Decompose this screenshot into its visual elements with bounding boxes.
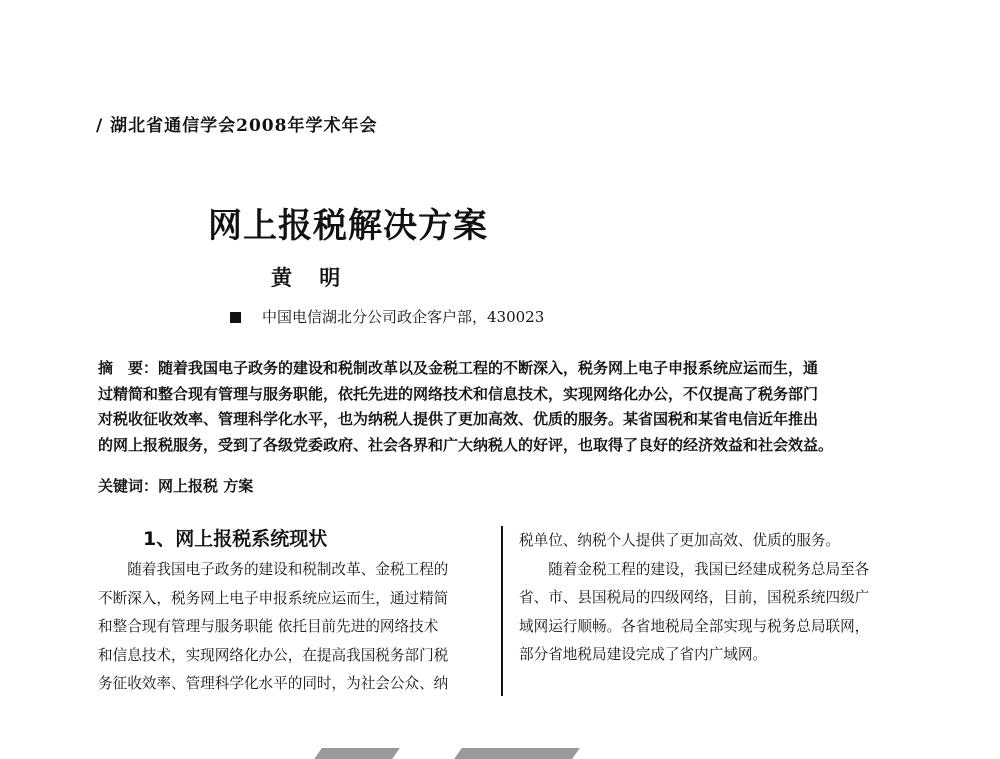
body-line: 不断深入，税务网上电子申报系统应运而生，通过精简: [98, 589, 449, 607]
abstract-line-text: 随着我国电子政务的建设和税制改革以及金税工程的不断深入，税务网上电子申报系统应运而生，通: [158, 359, 819, 377]
body-line: 税单位、纳税个人提供了更加高效、优质的服务。: [519, 532, 841, 549]
abstract-line: [98, 356, 913, 382]
body-line: 省、市、县国税局的四级网络，目前，国税系统四级广: [519, 589, 870, 606]
body-line: 随着金税工程的建设，我国已经建成税务总局至各: [519, 560, 870, 578]
column-divider: [501, 526, 503, 696]
abstract: [98, 356, 913, 458]
body-column-right: [519, 527, 919, 670]
body-line: 随着我国电子政务的建设和税制改革、金税工程的: [98, 561, 449, 578]
affiliation-text: 中国电信湖北分公司政企客户部，430023: [262, 308, 545, 326]
body-line: 和信息技术，实现网络化办公，在提高我国税务部门税: [98, 646, 449, 664]
abstract-line: 对税收征收效率、管理科学化水平，也为纳税人提供了更加高效、优质的服务。某省国税和某省电信近年推出: [98, 410, 819, 428]
affiliation: [230, 306, 544, 327]
abstract-line: 的网上报税服务，受到了各级党委政府、社会各界和广大纳税人的好评，也取得了良好的经济效益和社会效益。: [98, 435, 834, 454]
section-heading: 1、网上报税系统现状: [143, 528, 328, 550]
decorative-stripe: [314, 748, 400, 759]
keywords: 关键词：网上报税 方案: [98, 477, 254, 495]
paper-title: 网上报税解决方案: [208, 206, 488, 246]
journal-header: / 湖北省通信学会2008年学术年会: [96, 116, 378, 136]
abstract-label: 摘 要：: [98, 359, 159, 377]
body-line: 务征收效率、管理科学化水平的同时，为社会公众、纳: [98, 675, 449, 692]
author-name: 黄 明: [271, 265, 351, 290]
body-line: 部分省地税局建设完成了省内广域网。: [519, 646, 768, 663]
body-line: 域网运行顺畅。各省地税局全部实现与税务总局联网，: [519, 617, 870, 635]
abstract-line: 过精简和整合现有管理与服务职能，依托先进的网络技术和信息技术，实现网络化办公，不仅提高了税务部门: [98, 384, 819, 403]
body-line: 和整合现有管理与服务职能 依托目前先进的网络技术: [98, 618, 439, 635]
decorative-stripe: [454, 748, 580, 759]
square-bullet-icon: [230, 312, 241, 323]
body-column-left: [98, 556, 490, 699]
